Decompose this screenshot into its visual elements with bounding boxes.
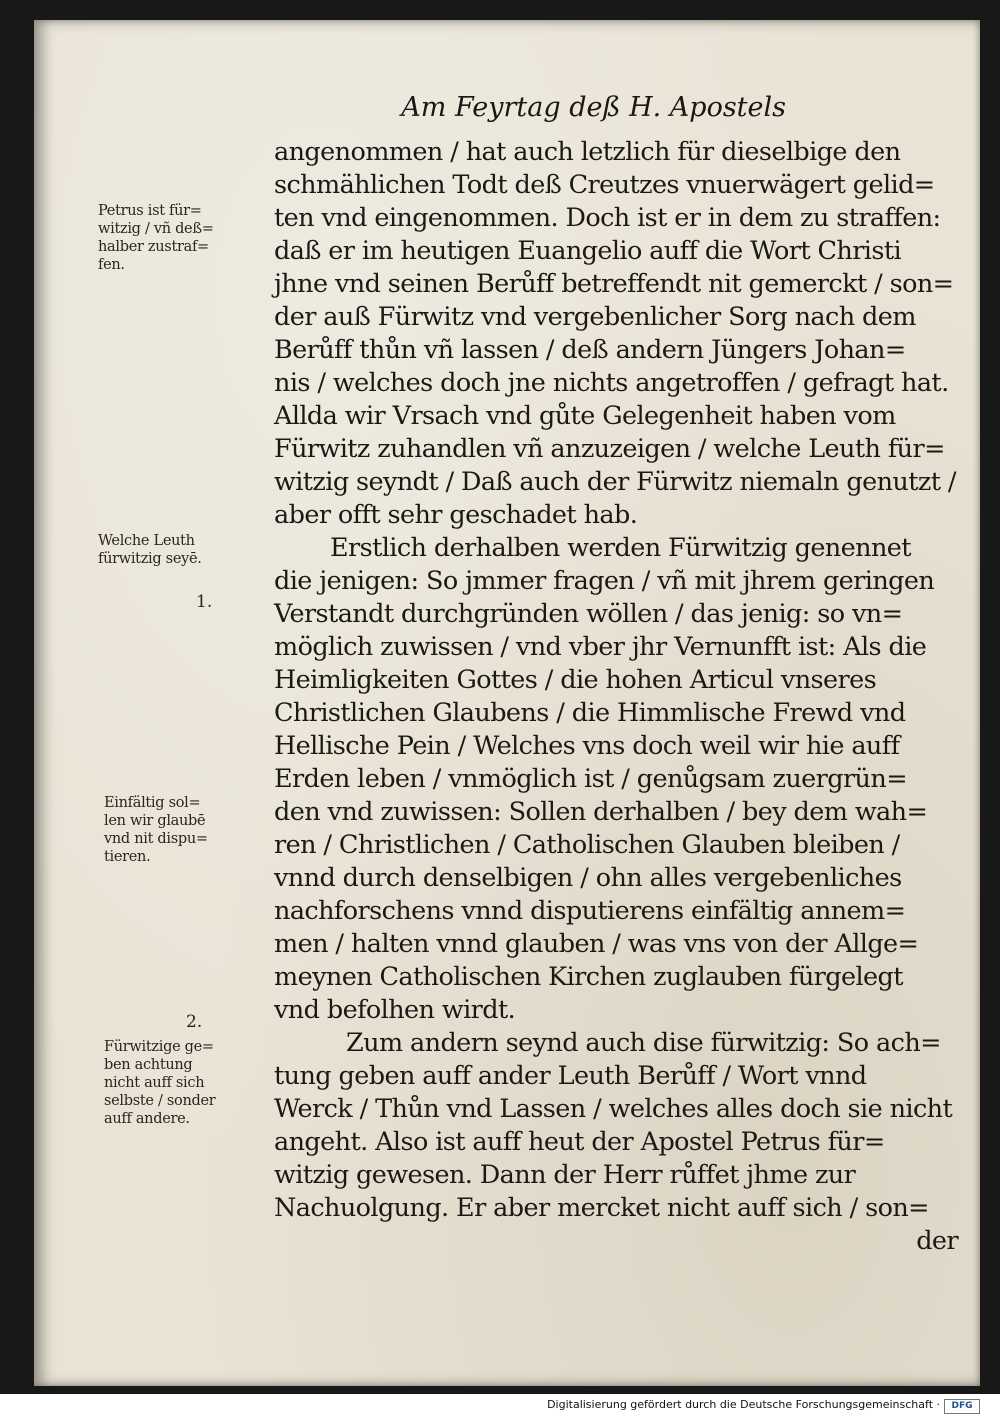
marginal-line: len wir glaubē xyxy=(104,813,206,829)
text-line: men / halten vnnd glauben / was vns von der Allge= xyxy=(274,929,919,959)
text-line: den vnd zuwissen: Sollen derhalben / bey dem wah= xyxy=(274,797,928,827)
dfg-logo-icon: DFG xyxy=(944,1399,980,1414)
marginal-line: witzig / vñ deß= xyxy=(98,221,214,237)
text-line: angenommen / hat auch letzlich für dieselbige den xyxy=(274,137,901,167)
text-line: Allda wir Vrsach vnd gůte Gelegenheit haben vom xyxy=(274,401,896,431)
digitization-credit: Digitalisierung gefördert durch die Deutsche Forschungsgemeinschaft · xyxy=(543,1398,944,1411)
marginal-line: halber zustraf= xyxy=(98,239,209,255)
marginal-line: Fürwitzige ge= xyxy=(104,1039,214,1055)
text-line: Heimligkeiten Gottes / die hohen Articul vnseres xyxy=(274,665,877,695)
text-line: die jenigen: So jmmer fragen / vñ mit jhrem geringen xyxy=(274,566,935,596)
text-line: ten vnd eingenommen. Doch ist er in dem zu straffen: xyxy=(274,203,941,233)
text-line: witzig gewesen. Dann der Herr růffet jhme zur xyxy=(274,1160,856,1190)
marginal-line: vnd nit dispu= xyxy=(104,831,208,847)
text-line: vnnd durch denselbigen / ohn alles vergebenliches xyxy=(274,863,902,893)
marginal-line: Petrus ist für= xyxy=(98,203,202,219)
text-line: schmählichen Todt deß Creutzes vnuerwägert gelid= xyxy=(274,170,935,200)
text-line: der auß Fürwitz vnd vergebenlicher Sorg nach dem xyxy=(274,302,916,332)
text-line: meynen Catholischen Kirchen zuglauben fürgelegt xyxy=(274,962,903,992)
text-line: angeht. Also ist auff heut der Apostel Petrus für= xyxy=(274,1127,885,1157)
marginal-line: fen. xyxy=(98,257,125,273)
text-line: Nachuolgung. Er aber mercket nicht auff sich / son= xyxy=(274,1193,929,1223)
text-line: tung geben auff ander Leuth Berůff / Wort vnnd xyxy=(274,1061,867,1091)
text-line: aber offt sehr geschadet hab. xyxy=(274,500,638,530)
text-line: jhne vnd seinen Berůff betreffendt nit gemerckt / son= xyxy=(274,269,954,299)
text-line: Werck / Thůn vnd Lassen / welches alles doch sie nicht xyxy=(274,1094,953,1124)
text-line: Erden leben / vnmöglich ist / genůgsam zuergrün= xyxy=(274,764,907,794)
text-line: Erstlich derhalben werden Fürwitzig genennet xyxy=(330,533,911,563)
marginal-line: fürwitzig seyē. xyxy=(98,551,202,567)
marginal-line: Einfältig sol= xyxy=(104,795,201,811)
marginal-note xyxy=(98,532,234,568)
text-line: Christlichen Glaubens / die Himmlische Frewd vnd xyxy=(274,698,906,728)
marginal-line: nicht auff sich xyxy=(104,1075,205,1091)
marginal-line: tieren. xyxy=(104,849,151,865)
marginal-note xyxy=(104,794,240,866)
book-page xyxy=(34,20,980,1386)
text-line: ren / Christlichen / Catholischen Glauben bleiben / xyxy=(274,830,900,860)
section-number: 2. xyxy=(186,1012,203,1032)
text-line: Zum andern seynd auch dise fürwitzig: So ach= xyxy=(346,1028,941,1058)
text-line: nis / welches doch jne nichts angetroffen / gefragt hat. xyxy=(274,368,949,398)
text-line: Verstandt durchgründen wöllen / das jenig: so vn= xyxy=(274,599,903,629)
running-head: Am Feyrtag deß H. Apostels xyxy=(401,92,786,123)
marginal-line: Welche Leuth xyxy=(98,533,195,549)
text-line: Fürwitz zuhandlen vñ anzuzeigen / welche Leuth für= xyxy=(274,434,945,464)
marginal-line: ben achtung xyxy=(104,1057,193,1073)
section-number: 1. xyxy=(196,592,213,612)
marginal-note xyxy=(98,202,234,274)
text-line: vnd befolhen wirdt. xyxy=(274,995,516,1025)
marginal-note xyxy=(104,1038,240,1128)
catchword: der xyxy=(916,1226,958,1256)
text-line: witzig seyndt / Daß auch der Fürwitz niemaln genutzt / xyxy=(274,467,956,497)
text-line: Hellische Pein / Welches vns doch weil wir hie auff xyxy=(274,731,900,761)
marginal-line: auff andere. xyxy=(104,1111,190,1127)
text-line: daß er im heutigen Euangelio auff die Wort Christi xyxy=(274,236,902,266)
marginal-line: selbste / sonder xyxy=(104,1093,216,1109)
text-line: nachforschens vnnd disputierens einfältig annem= xyxy=(274,896,906,926)
text-line: möglich zuwissen / vnd vber jhr Vernunfft ist: Als die xyxy=(274,632,927,662)
text-line: Berůff thůn vñ lassen / deß andern Jüngers Johan= xyxy=(274,335,906,365)
